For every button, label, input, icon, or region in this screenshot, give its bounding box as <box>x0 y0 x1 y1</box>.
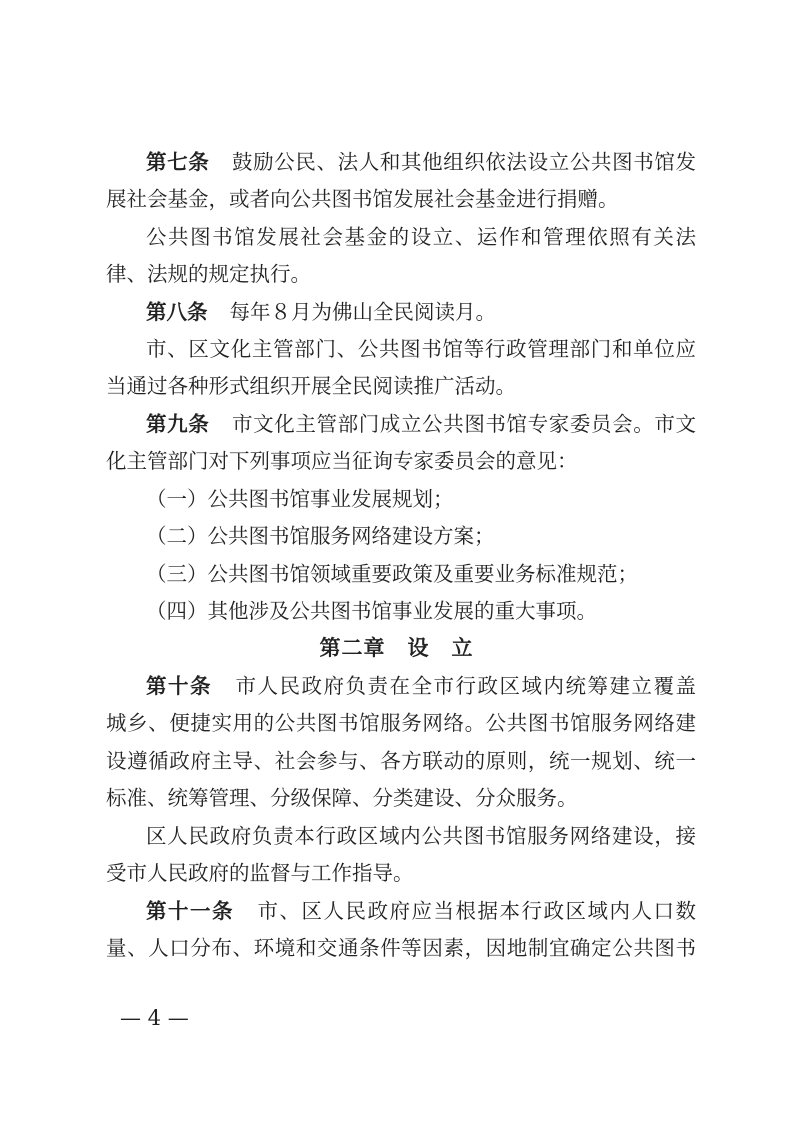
article-10-line-1 <box>146 672 696 700</box>
page-number: — 4 — <box>120 1006 189 1030</box>
article-10-line-4: 标准、统筹管理、分级保障、分类建设、分众服务。 <box>106 786 578 810</box>
article-9-item-3: （三）公共图书馆领域重要政策及重要业务标准规范； <box>146 562 638 586</box>
article-9-item-2: （二）公共图书馆服务网络建设方案； <box>146 524 495 548</box>
article-8-para-2-line-2: 当通过各种形式组织开展全民阅读推广活动。 <box>106 374 516 398</box>
article-7-para-2-line-2: 律、法规的规定执行。 <box>106 262 311 286</box>
article-7-title: 第七条 <box>146 150 210 174</box>
article-10-para-2-line-1: 区人民政府负责本行政区域内公共图书馆服务网络建设，接 <box>146 824 696 848</box>
article-9-text-1: 市文化主管部门成立公共图书馆专家委员会。市文 <box>231 412 697 436</box>
article-10-text-1: 市人民政府负责在全市行政区域内统筹建立覆盖 <box>234 674 696 698</box>
article-7-text-1: 鼓励公民、法人和其他组织依法设立公共图书馆发 <box>231 150 697 174</box>
article-8-text-1: 每年８月为佛山全民阅读月。 <box>229 300 496 324</box>
article-7-para-2-line-1: 公共图书馆发展社会基金的设立、运作和管理依照有关法 <box>146 225 696 249</box>
article-11-title: 第十一条 <box>146 899 234 923</box>
article-11-line-1 <box>146 897 696 925</box>
article-8-para-2-line-1: 市、区文化主管部门、公共图书馆等行政管理部门和单位应 <box>146 337 696 361</box>
article-7-line-2: 展社会基金，或者向公共图书馆发展社会基金进行捐赠。 <box>106 187 619 211</box>
article-8-line-1 <box>146 298 696 326</box>
chapter-2-heading: 第二章 设 立 <box>319 636 474 660</box>
article-10-line-2: 城乡、便捷实用的公共图书馆服务网络。公共图书馆服务网络建 <box>106 711 696 735</box>
article-11-line-2: 量、人口分布、环境和交通条件等因素，因地制宜确定公共图书 <box>106 936 696 960</box>
article-9-title: 第九条 <box>146 412 210 436</box>
article-11-text-1: 市、区人民政府应当根据本行政区域内人口数 <box>256 899 696 923</box>
article-9-line-2: 化主管部门对下列事项应当征询专家委员会的意见： <box>106 449 578 473</box>
article-8-title: 第八条 <box>146 300 208 324</box>
article-7-line-1 <box>146 148 696 176</box>
article-9-item-4: （四）其他涉及公共图书馆事业发展的重大事项。 <box>146 599 597 623</box>
article-9-line-1 <box>146 410 696 438</box>
article-10-line-3: 设遵循政府主导、社会参与、各方联动的原则，统一规划、统一 <box>106 749 696 773</box>
article-10-title: 第十条 <box>146 674 212 698</box>
article-9-item-1: （一）公共图书馆事业发展规划； <box>146 487 454 511</box>
article-10-para-2-line-2: 受市人民政府的监督与工作指导。 <box>106 861 414 885</box>
